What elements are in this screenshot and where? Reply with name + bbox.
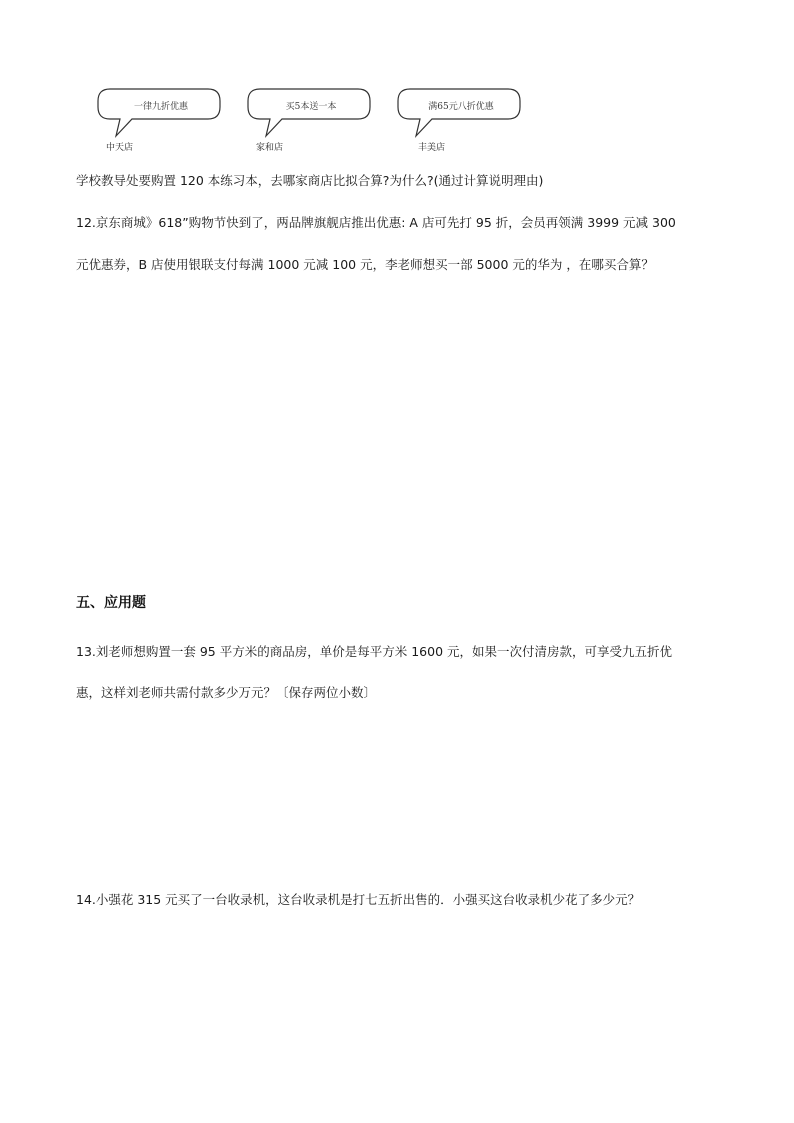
question-13-line-2: 惠，这样刘老师共需付款多少万元？〔保存两位小数〕 — [76, 685, 377, 700]
question-12-line-2: 元优惠券，B 店使用银联支付每满 1000 元减 100 元，李老师想买一部 5000 元的华为 ，在哪买合算？ — [76, 257, 654, 272]
bubble-jiahe — [246, 84, 376, 154]
bubble-zhongtian — [96, 84, 226, 154]
question-11-text: 学校教导处要购置 120 本练习本，去哪家商店比拟合算?为什么?(通过计算说明理由) — [76, 173, 544, 188]
bubble-text: 满65元八折优惠 — [428, 102, 494, 112]
bubble-fengmei — [396, 84, 526, 154]
question-13-line-1: 13.刘老师想购置一套 95 平方米的商品房，单价是每平方米 1600 元，如果一次付清房款，可享受九五折优 — [76, 644, 672, 659]
bubble-text: 买5本送一本 — [285, 102, 337, 112]
store-name: 中天店 — [106, 143, 134, 153]
store-name: 丰美店 — [418, 143, 446, 153]
question-14-text: 14.小强花 315 元买了一台收录机，这台收录机是打七五折出售的．小强买这台收录机少花了多少元？ — [76, 892, 641, 907]
speech-bubble-icon — [396, 84, 526, 154]
section-title: 五、应用题 — [76, 595, 146, 611]
question-12-line-1: 12.京东商城》618”购物节快到了，两品牌旗舰店推出优惠: A 店可先打 95 折，会员再领满 3999 元减 300 — [76, 215, 676, 230]
bubble-text: 一律九折优惠 — [133, 102, 188, 112]
store-name: 家和店 — [256, 143, 284, 153]
